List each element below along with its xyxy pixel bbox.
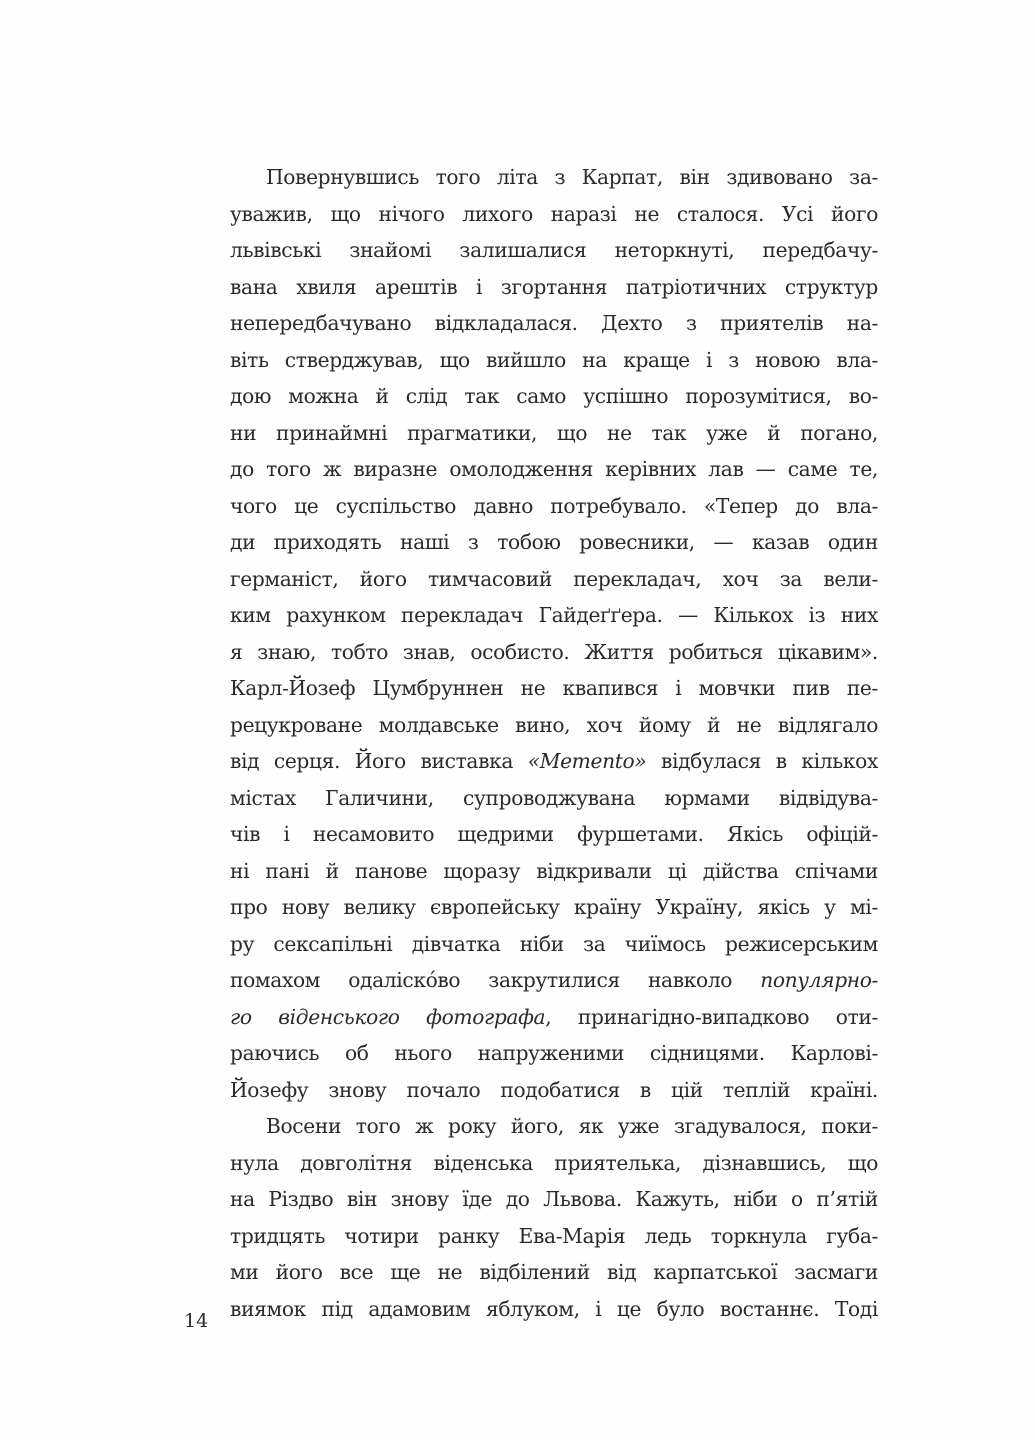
text-line (230, 305, 878, 342)
text-line (230, 889, 878, 926)
text-run: львівські знайомі залишалися неторкнуті, передбачу- (230, 238, 878, 262)
body-text (230, 159, 878, 1327)
text-line (230, 1181, 878, 1218)
text-line (230, 1035, 878, 1072)
text-run: Йозефу знову почало подобатися в цій теплій країні. (230, 1077, 878, 1102)
text-line (230, 926, 878, 963)
text-line (230, 816, 878, 853)
text-run: помахом одаліскóво закрутилися навколо (230, 968, 761, 992)
text-run: Восени того ж року його, як уже згадувалося, поки- (266, 1114, 878, 1138)
text-line (230, 597, 878, 634)
text-run: ні пані й панове щоразу відкривали ці дійства спічами (230, 858, 878, 883)
paragraph-2 (230, 1108, 878, 1327)
text-run: нула довголітня віденська приятелька, дізнавшись, що (230, 1150, 878, 1175)
page-number: 14 (184, 1310, 209, 1332)
text-line (230, 1072, 878, 1109)
text-run: , принагідно-випадково оти- (545, 1004, 878, 1029)
text-line (230, 1218, 878, 1255)
text-line (230, 962, 878, 999)
paragraph-1 (230, 159, 878, 1108)
text-run: рецукроване молдавське вино, хоч йому й не відлягало (230, 712, 878, 737)
text-line (230, 232, 878, 269)
italic-phrase: популярно- (760, 968, 878, 992)
text-line (230, 1145, 878, 1182)
text-run: я знаю, тобто знав, особисто. Життя робиться цікавим». (230, 639, 878, 664)
text-run: ни принаймні прагматики, що не так уже й погано, (230, 420, 878, 445)
text-run: Карл-Йозеф Цумбруннен не квапився і мовчки пив пе- (230, 676, 878, 700)
text-run: уважив, що нічого лихого наразі не сталося. Усі його (230, 201, 878, 226)
text-line (230, 1108, 878, 1145)
text-run: ди приходять наші з тобою ровесники, — казав один (230, 530, 878, 554)
text-line (230, 415, 878, 452)
text-run: виямок під адамовим яблуком, і це було востаннє. Тоді (230, 1296, 878, 1321)
text-line (230, 707, 878, 744)
text-run: германіст, його тимчасовий перекладач, хоч за вели- (230, 566, 878, 591)
text-line (230, 634, 878, 671)
text-run: непередбачувано відкладалася. Дехто з приятелів на- (230, 311, 878, 335)
italic-phrase: го віденського фотографа (230, 1004, 546, 1029)
text-run: чого це суспільство давно потребувало. «Тепер до вла- (230, 493, 878, 518)
text-run: ру сексапільні дівчатка ніби за чиїмось режисерським (230, 931, 878, 956)
text-run: до того ж виразне омолодження керівних лав — саме те, (230, 457, 878, 481)
text-run: вана хвиля арештів і згортання патріотичних структур (230, 274, 878, 299)
text-run: ким рахунком перекладач Гайдеґґера. — Кількох із них (230, 603, 878, 627)
text-line (230, 378, 878, 415)
text-run: ми його все ще не відбілений від карпатської засмаги (230, 1260, 878, 1284)
text-line (230, 999, 878, 1036)
text-line (230, 342, 878, 379)
text-run: віть стверджував, що вийшло на краще і з новою вла- (230, 347, 878, 372)
text-line (230, 524, 878, 561)
text-run: раючись об нього напруженими сідницями. Карлові- (230, 1041, 878, 1065)
text-run: про нову велику європейську країну Україну, якісь у мі- (230, 895, 878, 919)
text-line (230, 159, 878, 196)
italic-title: «Memento» (527, 749, 647, 773)
text-line (230, 1254, 878, 1291)
text-line (230, 743, 878, 780)
text-line (230, 451, 878, 488)
text-run: відбулася в кількох (646, 749, 878, 773)
text-run: на Різдво він знову їде до Львова. Кажуть, ніби о п’ятій (230, 1187, 878, 1211)
text-run: тридцять чотири ранку Ева-Марія ледь торкнула губа- (230, 1223, 878, 1248)
text-run: дою можна й слід так само успішно порозумітися, во- (230, 384, 878, 408)
text-run: від серця. Його виставка (230, 749, 528, 773)
text-run: чів і несамовито щедрими фуршетами. Якісь офіцій- (230, 822, 878, 846)
text-line (230, 670, 878, 707)
text-line (230, 196, 878, 233)
text-line (230, 853, 878, 890)
text-run: Повернувшись того літа з Карпат, він здивовано за- (266, 165, 878, 189)
text-line (230, 269, 878, 306)
text-line (230, 561, 878, 598)
text-line (230, 780, 878, 817)
text-line (230, 488, 878, 525)
text-run: містах Галичини, супроводжувана юрмами відвідува- (230, 785, 878, 810)
text-line (230, 1291, 878, 1328)
